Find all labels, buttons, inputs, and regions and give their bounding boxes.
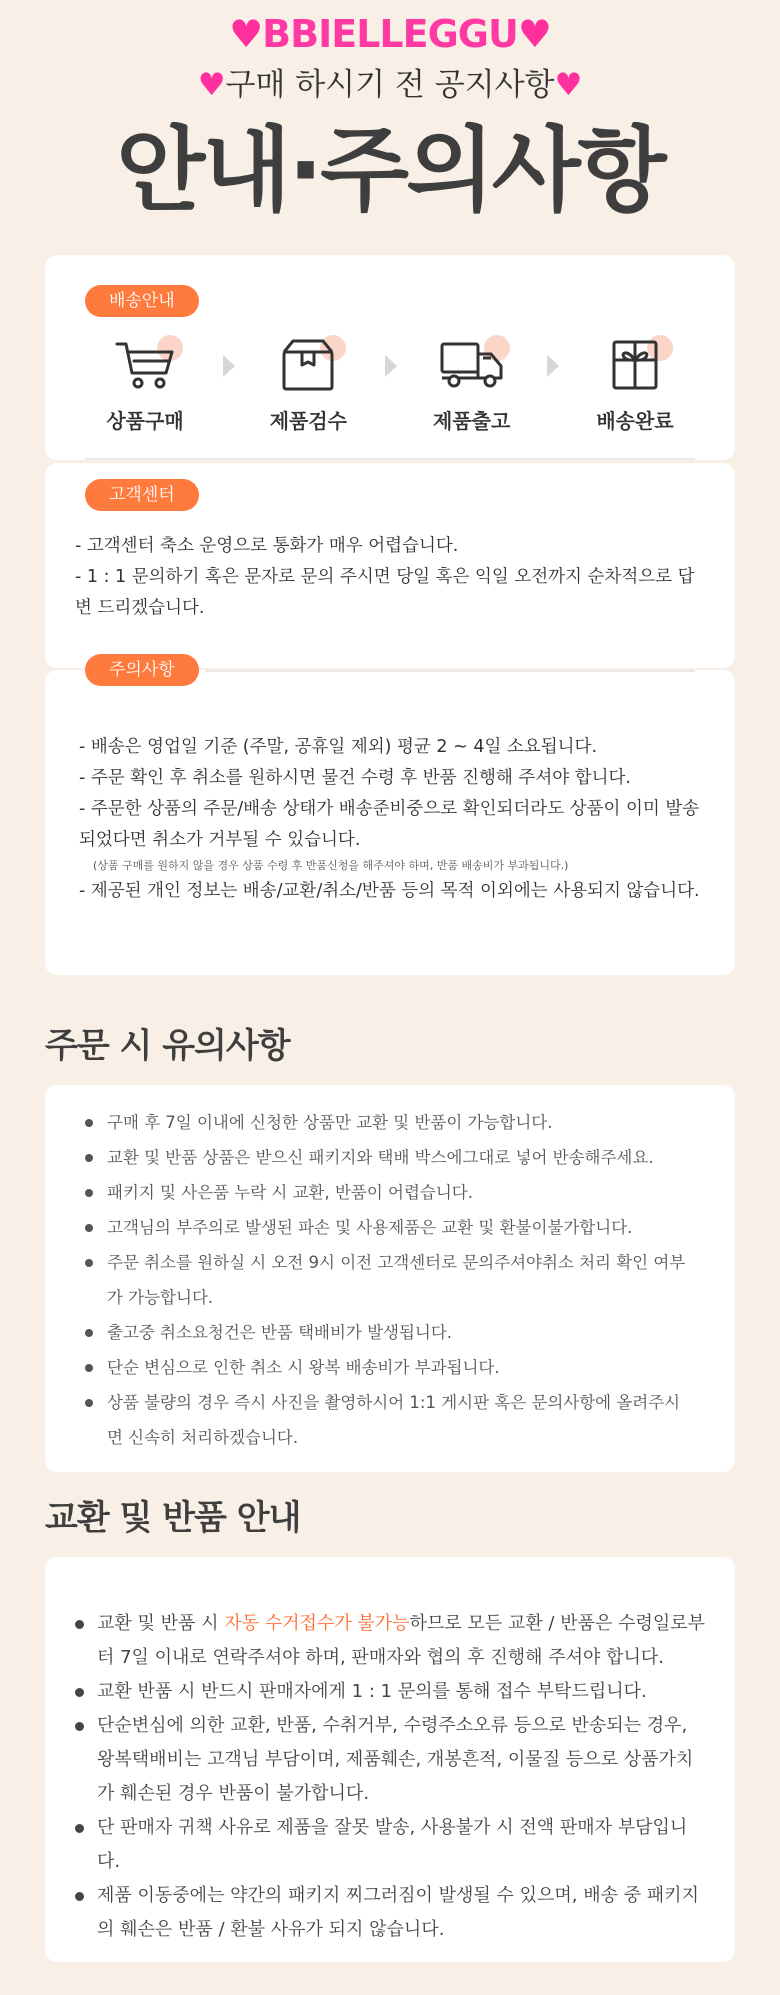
list-item: 교환 및 반품 상품은 받으신 패키지와 택배 박스에그대로 넣어 반송해주세요. bbox=[85, 1140, 695, 1175]
text-line: - 배송은 영업일 기준 (주말, 공휴일 제외) 평균 2 ~ 4일 소요됩니다. bbox=[79, 737, 598, 757]
step-label: 제품출고 bbox=[433, 409, 511, 433]
heart-icon: ♥ bbox=[229, 12, 263, 56]
list-item bbox=[75, 1607, 707, 1675]
step-inspection bbox=[248, 335, 368, 434]
delivery-pill: 배송안내 bbox=[85, 285, 199, 317]
customer-center-text bbox=[75, 531, 695, 624]
chevron-right-icon bbox=[223, 355, 235, 377]
truck-icon bbox=[439, 340, 505, 390]
step-purchase bbox=[85, 335, 205, 434]
text-line: - 고객센터 축소 운영으로 통화가 매우 어렵습니다. bbox=[75, 536, 459, 556]
customer-center-pill: 고객센터 bbox=[85, 479, 199, 511]
step-complete bbox=[575, 335, 695, 434]
subtitle bbox=[0, 64, 780, 106]
notice-card bbox=[45, 660, 735, 975]
notice-text bbox=[79, 732, 705, 907]
text-line: - 주문 확인 후 취소를 원하시면 물건 수령 후 반품 진행해 주셔야 합니다. bbox=[79, 768, 631, 788]
order-list bbox=[85, 1105, 695, 1455]
small-note: (상품 구매를 원하지 않을 경우 상품 수령 후 반품신청을 해주셔야 하며, 반품 배송비가 부과됩니다.) bbox=[93, 859, 569, 872]
step-shipping bbox=[412, 335, 532, 434]
cart-icon bbox=[114, 339, 176, 391]
list-item: 단순 변심으로 인한 취소 시 왕복 배송비가 부과됩니다. bbox=[85, 1350, 695, 1385]
box-icon bbox=[281, 338, 335, 392]
customer-center-card bbox=[45, 463, 735, 668]
step-label: 제품검수 bbox=[269, 409, 347, 433]
delivery-steps bbox=[85, 335, 695, 434]
step-label: 배송완료 bbox=[596, 409, 674, 433]
subtitle-text: 구매 하시기 전 공지사항 bbox=[225, 67, 555, 103]
list-item: 패키지 및 사은품 누락 시 교환, 반품이 어렵습니다. bbox=[85, 1175, 695, 1210]
returns-section-title: 교환 및 반품 안내 bbox=[45, 1498, 301, 1538]
heart-icon: ♥ bbox=[197, 67, 226, 103]
list-item: 교환 반품 시 반드시 판매자에게 1 : 1 문의를 통해 접수 부탁드립니다. bbox=[75, 1675, 707, 1709]
text-line: - 1 : 1 문의하기 혹은 문자로 문의 주시면 당일 혹은 익일 오전까지 순차적으로 답변 드리겠습니다. bbox=[75, 567, 695, 618]
chevron-right-icon bbox=[547, 355, 559, 377]
gift-icon bbox=[610, 338, 660, 392]
step-label: 상품구매 bbox=[106, 409, 184, 433]
text-line: - 제공된 개인 정보는 배송/교환/취소/반품 등의 목적 이외에는 사용되지 않습니다. bbox=[79, 881, 700, 901]
brand-name: BBIELLEGGU bbox=[262, 12, 518, 56]
returns-card bbox=[45, 1557, 735, 1962]
divider bbox=[205, 670, 695, 672]
list-item: 출고중 취소요청건은 반품 택배비가 발생됩니다. bbox=[85, 1315, 695, 1350]
brand-title bbox=[0, 10, 780, 58]
list-item: 구매 후 7일 이내에 신청한 상품만 교환 및 반품이 가능합니다. bbox=[85, 1105, 695, 1140]
chevron-right-icon bbox=[385, 355, 397, 377]
main-title: 안내·주의사항 bbox=[116, 117, 664, 224]
list-item: 상품 불량의 경우 즉시 사진을 촬영하시어 1:1 게시판 혹은 문의사항에 올려주시면 신속히 처리하겠습니다. bbox=[85, 1385, 695, 1455]
text-segment: 교환 및 반품 시 bbox=[97, 1613, 225, 1634]
text-line: - 주문한 상품의 주문/배송 상태가 배송준비중으로 확인되더라도 상품이 이미 발송되었다면 취소가 거부될 수 있습니다. bbox=[79, 799, 700, 850]
highlight-text: 자동 수거접수가 불가능 bbox=[224, 1613, 410, 1634]
header bbox=[0, 0, 780, 226]
list-item: 제품 이동중에는 약간의 패키지 찌그러짐이 발생될 수 있으며, 배송 중 패키지의 훼손은 반품 / 환불 사유가 되지 않습니다. bbox=[75, 1879, 707, 1947]
list-item: 고객님의 부주의로 발생된 파손 및 사용제품은 교환 및 환불이불가합니다. bbox=[85, 1210, 695, 1245]
list-item: 단순변심에 의한 교환, 반품, 수취거부, 수령주소오류 등으로 반송되는 경우, 왕복택배비는 고객님 부담이며, 제품훼손, 개봉흔적, 이물질 등으로 상품가치가 훼손된 경우 반품이 불가합니다. bbox=[75, 1709, 707, 1811]
heart-icon: ♥ bbox=[517, 12, 551, 56]
list-item: 단 판매자 귀책 사유로 제품을 잘못 발송, 사용불가 시 전액 판매자 부담입니다. bbox=[75, 1811, 707, 1879]
order-section-title: 주문 시 유의사항 bbox=[45, 1026, 290, 1066]
list-item: 주문 취소를 원하실 시 오전 9시 이전 고객센터로 문의주셔야취소 처리 확인 여부가 가능합니다. bbox=[85, 1245, 695, 1315]
notice-pill: 주의사항 bbox=[85, 654, 199, 686]
returns-list bbox=[75, 1607, 707, 1947]
delivery-card bbox=[45, 255, 735, 460]
text-segment: 하므로 모든 교환 / 반품은 수령일로부터 7일 이내로 연락주셔야 하며, 판매자와 협의 후 진행해 주셔야 합니다. bbox=[97, 1613, 706, 1668]
divider bbox=[85, 458, 695, 460]
order-card bbox=[45, 1085, 735, 1472]
heart-icon: ♥ bbox=[554, 67, 583, 103]
